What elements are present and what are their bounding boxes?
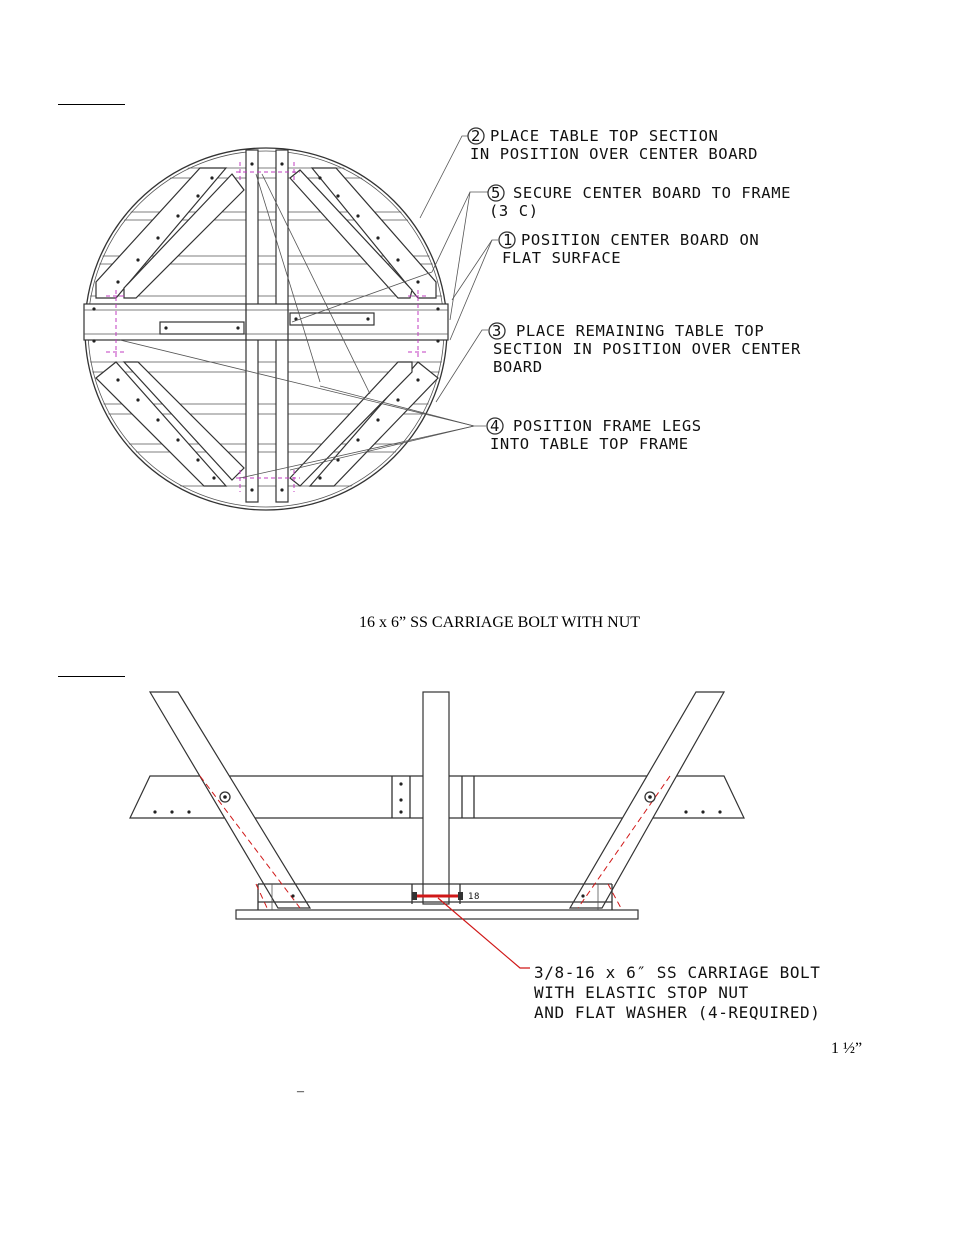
svg-text:PLACE REMAINING TABLE TOP: PLACE REMAINING TABLE TOP [516,322,765,340]
svg-text:WITH ELASTIC STOP NUT: WITH ELASTIC STOP NUT [534,983,749,1002]
callout-2 [468,127,758,163]
callout-1 [499,231,759,267]
measurement-text: 1 ½” [831,1040,863,1057]
svg-text:PLACE TABLE TOP SECTION: PLACE TABLE TOP SECTION [490,127,719,145]
svg-text:FLAT SURFACE: FLAT SURFACE [502,249,622,267]
svg-text:3: 3 [492,322,502,340]
svg-text:5: 5 [491,184,501,202]
bolt-note-leader [438,898,530,968]
svg-text:BOARD: BOARD [493,358,543,376]
callout-4 [487,417,702,453]
svg-text:INTO TABLE TOP FRAME: INTO TABLE TOP FRAME [490,435,689,453]
callout-5 [488,184,791,220]
bolt-note [534,963,821,1022]
svg-text:POSITION FRAME LEGS: POSITION FRAME LEGS [513,417,702,435]
svg-text:2: 2 [471,127,481,145]
table-top-plan-drawing [60,127,801,510]
frame-elevation-drawing [130,692,821,1022]
svg-text:(3 C): (3 C) [489,202,539,220]
svg-text:IN POSITION OVER CENTER BOARD: IN POSITION OVER CENTER BOARD [470,145,759,163]
svg-text:18: 18 [468,892,481,902]
svg-text:1: 1 [503,231,513,249]
svg-text:SECURE CENTER BOARD TO FRAME: SECURE CENTER BOARD TO FRAME [513,184,792,202]
center-board [84,304,448,340]
callout-3 [489,322,801,376]
svg-text:SECTION IN POSITION OVER CENTE: SECTION IN POSITION OVER CENTER [493,340,801,358]
center-post [423,692,449,904]
svg-text:4: 4 [490,417,500,435]
bolt-caption: 16 x 6” SS CARRIAGE BOLT WITH NUT [359,614,641,631]
svg-text:3/8-16 x 6″ SS CARRIAGE BOLT: 3/8-16 x 6″ SS CARRIAGE BOLT [534,963,821,982]
dash-mark: – [297,1084,304,1099]
svg-text:AND FLAT WASHER (4-REQUIRED): AND FLAT WASHER (4-REQUIRED) [534,1003,821,1022]
svg-text:POSITION CENTER BOARD ON: POSITION CENTER BOARD ON [521,231,760,249]
base-board [236,910,638,919]
